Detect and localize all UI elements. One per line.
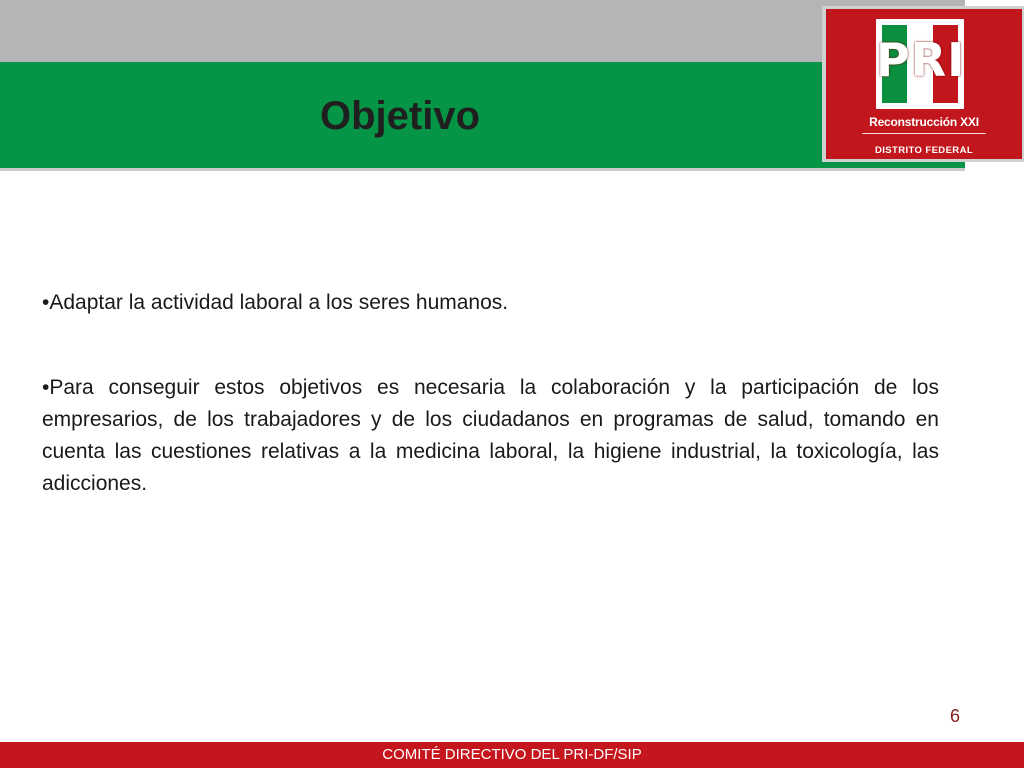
bullet-item: •Adaptar la actividad laboral a los seres humanos. xyxy=(42,291,509,314)
footer-bar xyxy=(0,742,1024,768)
bullet-item: •Para conseguir estos objetivos es necesaria la colaboración y la participación de los empresarios, de los trabajadores y de los ciudadanos en programas de salud, tomando en cuenta las cuestiones relativas a la medicina laboral, la higiene industrial, la toxicología, las adicciones. xyxy=(42,376,939,495)
emblem-letters: PRI xyxy=(876,33,966,87)
slide-body xyxy=(42,287,939,500)
header-gray-band xyxy=(0,0,965,62)
slide-title: Objetivo xyxy=(320,94,481,138)
logo-divider xyxy=(862,133,986,134)
header-green-band xyxy=(0,62,965,168)
logo-region: DISTRITO FEDERAL xyxy=(874,145,974,156)
logo-tagline: Reconstrucción XXI xyxy=(869,115,979,129)
header-divider xyxy=(0,168,965,171)
footer-text: COMITÉ DIRECTIVO DEL PRI-DF/SIP xyxy=(382,746,642,763)
pri-emblem-icon xyxy=(876,19,964,109)
page-number: 6 xyxy=(949,706,960,726)
pri-logo xyxy=(826,9,1022,159)
